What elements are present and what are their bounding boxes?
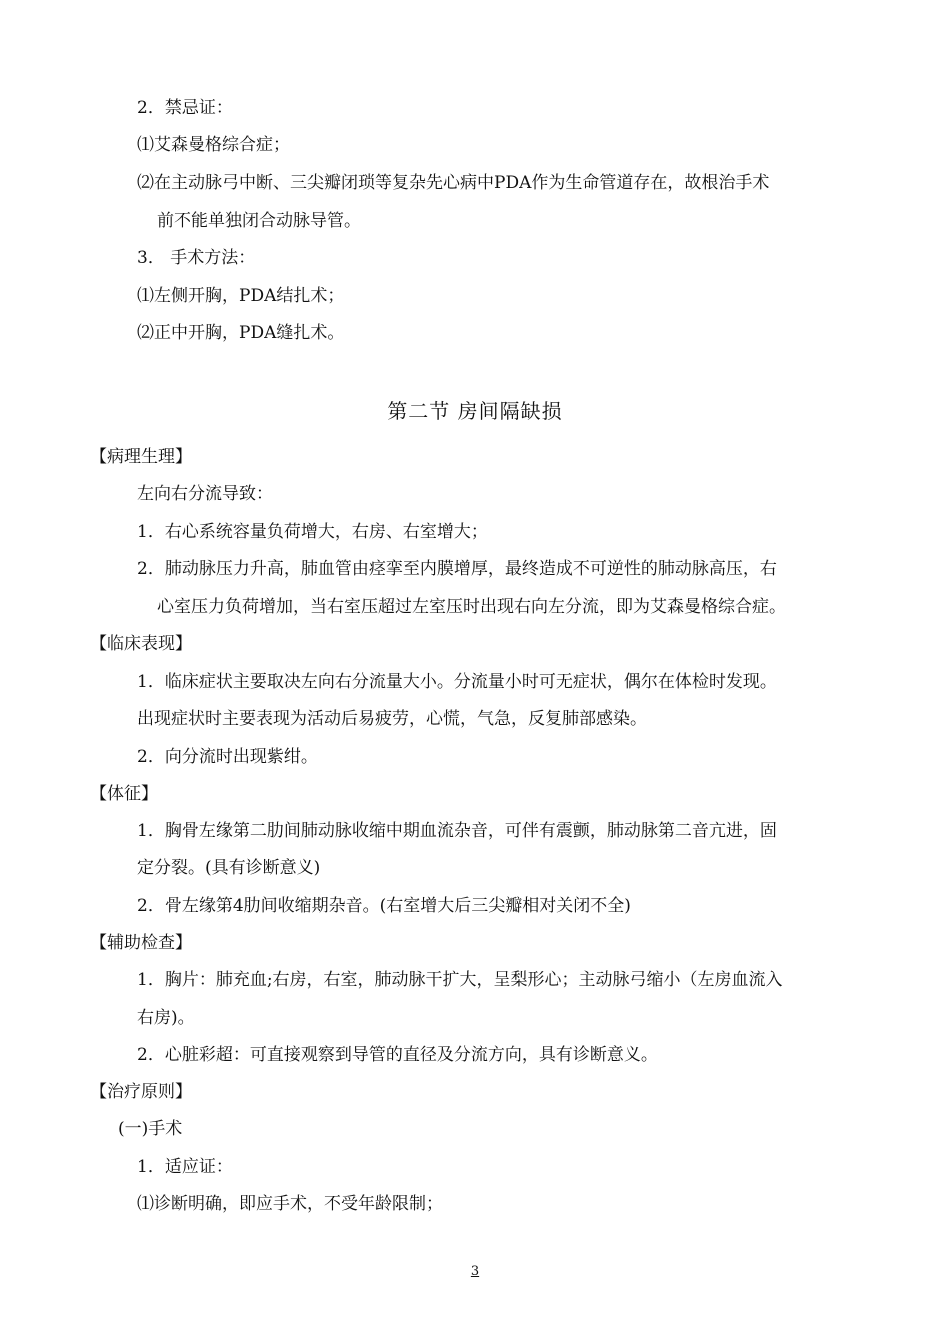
method-item-2: ⑵正中开胸，PDA缝扎术。 xyxy=(137,323,345,343)
contraindication-item-1: ⑴艾森曼格综合症； xyxy=(137,135,290,155)
clinical-item-1-line-1: 1．临床症状主要取决左向右分流量大小。分流量小时可无症状，偶尔在体检时发现。 xyxy=(137,672,777,692)
aux-heading: 【辅助检查】 xyxy=(90,933,192,953)
pathology-item-2-line-1: 2．肺动脉压力升高，肺血管由痉挛至内膜增厚，最终造成不可逆性的肺动脉高压，右 xyxy=(137,559,777,579)
method-heading: 3． 手术方法： xyxy=(137,248,256,268)
clinical-item-1-line-2: 出现症状时主要表现为活动后易疲劳，心慌，气急，反复肺部感染。 xyxy=(137,709,647,729)
clinical-heading: 【临床表现】 xyxy=(90,634,192,654)
aux-item-2: 2．心脏彩超：可直接观察到导管的直径及分流方向，具有诊断意义。 xyxy=(137,1045,658,1065)
signs-item-1-line-1: 1．胸骨左缘第二肋间肺动脉收缩中期血流杂音，可伴有震颤，肺动脉第二音亢进，固 xyxy=(137,821,777,841)
contraindication-item-2-line-1: ⑵在主动脉弓中断、三尖瓣闭琐等复杂先心病中PDA作为生命管道存在，故根治手术 xyxy=(137,173,770,193)
pathology-item-2-line-2: 心室压力负荷增加，当右室压超过左室压时出现右向左分流，即为艾森曼格综合症。 xyxy=(157,597,786,617)
contraindication-heading: 2．禁忌证： xyxy=(137,98,233,118)
signs-heading: 【体征】 xyxy=(90,784,158,804)
method-item-1: ⑴左侧开胸，PDA结扎术； xyxy=(137,286,345,306)
treatment-subheading: (一)手术 xyxy=(118,1119,183,1139)
page-number: 3 xyxy=(470,1264,480,1279)
aux-item-1-line-1: 1．胸片：肺充血;右房，右室，肺动脉干扩大，呈梨形心；主动脉弓缩小（左房血流入 xyxy=(137,970,783,990)
signs-item-1-line-2: 定分裂。(具有诊断意义) xyxy=(137,858,321,878)
pathology-heading: 【病理生理】 xyxy=(90,447,192,467)
clinical-item-2: 2．向分流时出现紫绀。 xyxy=(137,747,318,767)
contraindication-item-2-line-2: 前不能单独闭合动脉导管。 xyxy=(157,211,361,231)
pathology-item-1: 1．右心系统容量负荷增大，右房、右室增大； xyxy=(137,522,488,542)
signs-item-2: 2．骨左缘第4肋间收缩期杂音。(右室增大后三尖瓣相对关闭不全) xyxy=(137,896,631,916)
treatment-heading: 【治疗原则】 xyxy=(90,1082,192,1102)
section-title: 第二节 房间隔缺损 xyxy=(387,399,563,423)
indication-heading: 1．适应证： xyxy=(137,1157,233,1177)
aux-item-1-line-2: 右房)。 xyxy=(137,1008,195,1028)
indication-item-1: ⑴诊断明确，即应手术，不受年龄限制； xyxy=(137,1194,443,1214)
pathology-intro: 左向右分流导致： xyxy=(137,484,273,504)
